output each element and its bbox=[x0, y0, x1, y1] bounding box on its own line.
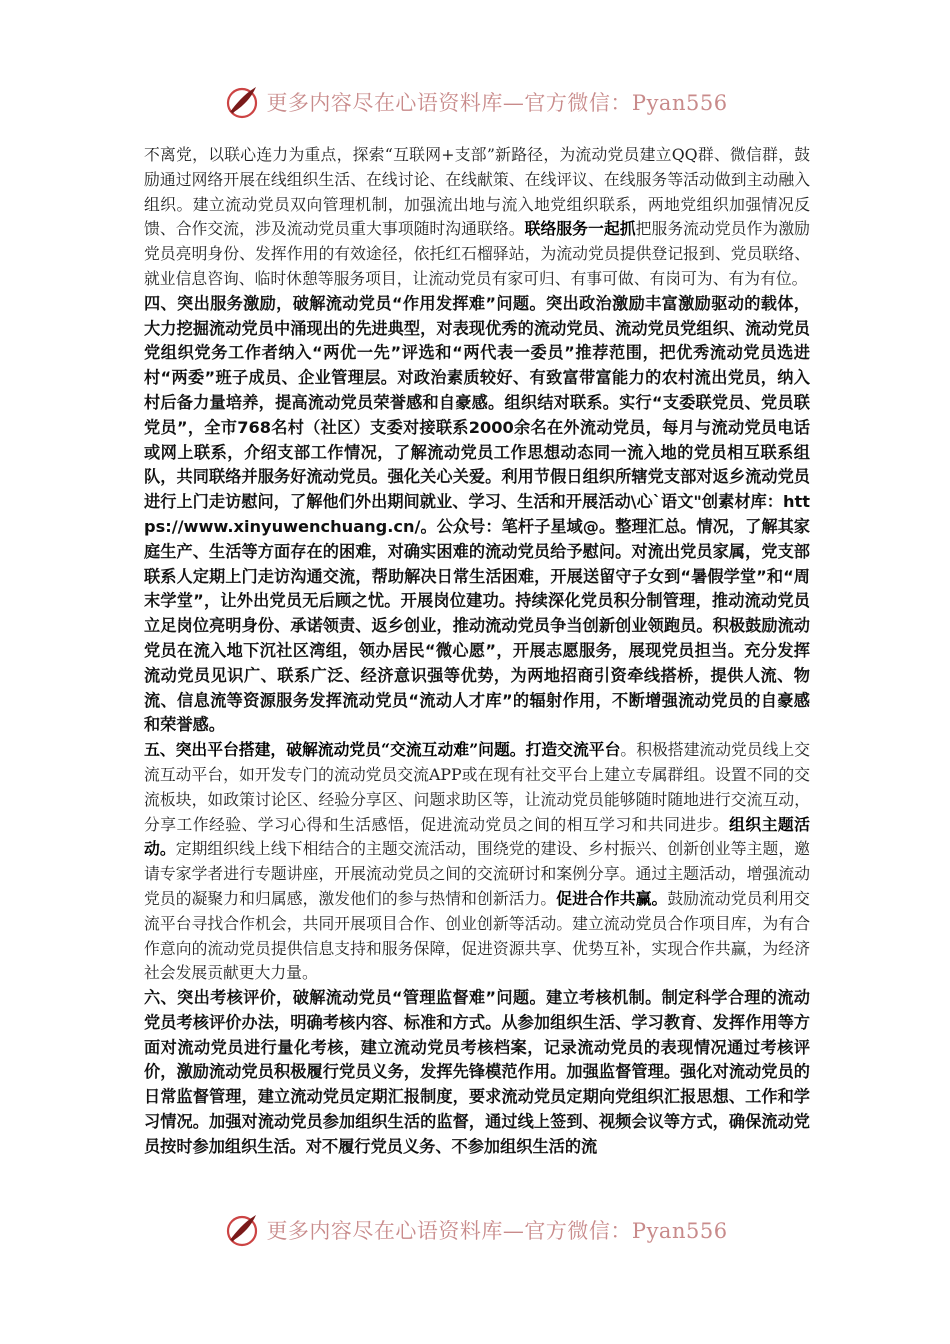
paragraph-text: 不离党，以联心连力为重点，探索“互联网+支部”新路径，为流动党员建立QQ群、微信群，鼓励通过网络开展在线组织生活、在线讨论、在线献策、在线评议、在线服务等活动做到主动融入组织。建立流动党员双向管理机制，加强流出地与流入地党组织联系，两地党组织加强情况反馈、合作交流，涉及流动党员重大事项随时沟通联络。 bbox=[144, 145, 810, 239]
paragraph-text: 。积极搭建流动党员线上交流互动平台，如开发专门的流动党员交流APP或在现有社交平台上建立专属群组。设置不同的交流板块，如政策讨论区、经验分享区、问题求助区等，让流动党员能够随时随地进行交流互动，分享工作经验、学习心得和生活感悟，促进流动党员之间的相互学习和共同进步。 bbox=[144, 740, 810, 834]
paragraph-text: 四、突出服务激励，破解流动党员“作用发挥难”问题。突出政治激励丰富激励驱动的载体，大力挖掘流动党员中涌现出的先进典型，对表现优秀的流动党员、流动党员党组织、流动党员党组织党务工作者纳入“两优一先”评选和“两代表一委员”推荐范围，把优秀流动党员选进村“两委”班子成员、企业管理层。对政治素质较好、有致富带富能力的农村流出党员，纳入村后备力量培养，提高流动党员荣誉感和自豪感。组织结对联系。实行“支委联党员、党员联党员”，全市768名村（社区）支委对接联系2000余名在外流动党员，每月与流动党员电话或网上联系，介绍支部工作情况，了解流动党员工作思想动态同一流入地的党员相互联系组队，共同联络并服务好流动党员。强化关心关爱。利用节假日组织所辖党支部对返乡流动党员进行上门走访慰问，了解他们外出期间就业、学习、生活和开展活动\心`语文"创素材库：https://www.xinyuwenchuang.cn/。公众号：笔杆子星域@。整理汇总。情况，了解其家庭生产、生活等方面存在的困难，对确实困难的流动党员给予慰问。对流出党员家属，党支部联系人定期上门走访沟通交流，帮助解决日常生活困难，开展送留守子女到“暑假学堂”和“周末学堂”，让外出党员无后顾之忧。开展岗位建功。持续深化党员积分制管理，推动流动党员立足岗位亮明身份、承诺领责、返乡创业，推动流动党员争当创新创业领跑员。积极鼓励流动党员在流入地下沉社区湾组，领办居民“微心愿”，开展志愿服务，展现党员担当。充分发挥流动党员见识广、联系广泛、经济意识强等优势，为两地招商引资牵线搭桥，提供人流、物流、信息流等资源服务发挥流动党员“流动人才库”的辐射作用，不断增强流动党员的自豪感和荣誉感。 bbox=[144, 293, 810, 735]
banner-text: 更多内容尽在心语资料库—官方微信：Pyan556 bbox=[266, 91, 728, 115]
header-banner bbox=[0, 80, 950, 124]
banner-text: 更多内容尽在心语资料库—官方微信：Pyan556 bbox=[266, 1219, 728, 1243]
paragraph-text: 把服务流动党员作为激励党员亮明身份、发挥作用的有效途径，依托红石榴驿站，为流动党员提供登记报到、党员联络、就业信息咨询、临时休憩等服务项目，让流动党员有家可归、有事可做、有岗可为、有为有位。 bbox=[144, 219, 810, 288]
document-body bbox=[144, 143, 810, 1193]
paragraph-text: 六、突出考核评价，破解流动党员“管理监督难”问题。建立考核机制。制定科学合理的流动党员考核评价办法，明确考核内容、标准和方式。从参加组织生活、学习教育、发挥作用等方面对流动党员进行量化考核，建立流动党员考核档案，记录流动党员的表现情况通过考核评价，激励流动党员积极履行党员义务，发挥先锋模范作用。加强监督管理。强化对流动党员的日常监督管理，建立流动党员定期汇报制度，要求流动党员定期向党组织汇报思想、工作和学习情况。加强对流动党员参加组织生活的监督，通过线上签到、视频会议等方式，确保流动党员按时参加组织生活。对不履行党员义务、不参加组织生活的流 bbox=[144, 988, 810, 1156]
paragraph-text: 定期组织线上线下相结合的主题交流活动，围绕党的建设、乡村振兴、创新创业等主题，邀请专家学者进行专题讲座，开展流动党员之间的交流研讨和案例分享。通过主题活动，增强流动党员的凝聚力和归属感，激发他们的参与热情和创新活力。 bbox=[144, 839, 810, 908]
bold-heading-text: 联络服务一起抓 bbox=[524, 219, 636, 239]
paragraph-text: 鼓励流动党员利用交流平台寻找合作机会，共同开展项目合作、创业创新等活动。建立流动党员合作项目库，为有合作意向的流动党员提供信息支持和服务保障，促进资源共享、优势互补，实现合作共赢，为经济社会发展贡献更大力量。 bbox=[144, 888, 810, 983]
footer-banner bbox=[0, 1208, 950, 1252]
bold-heading-text: 促进合作共赢。 bbox=[556, 888, 668, 908]
bold-heading-text: 组织主题活动。 bbox=[144, 814, 810, 859]
paragraph bbox=[144, 986, 810, 1160]
quill-circle-logo-icon bbox=[222, 82, 262, 122]
paragraph bbox=[144, 143, 810, 292]
paragraph bbox=[144, 738, 810, 986]
paragraph bbox=[144, 292, 810, 738]
bold-heading-text: 五、突出平台搭建，破解流动党员“交流互动难”问题。打造交流平台 bbox=[144, 740, 621, 760]
quill-circle-logo-icon bbox=[222, 1210, 262, 1250]
